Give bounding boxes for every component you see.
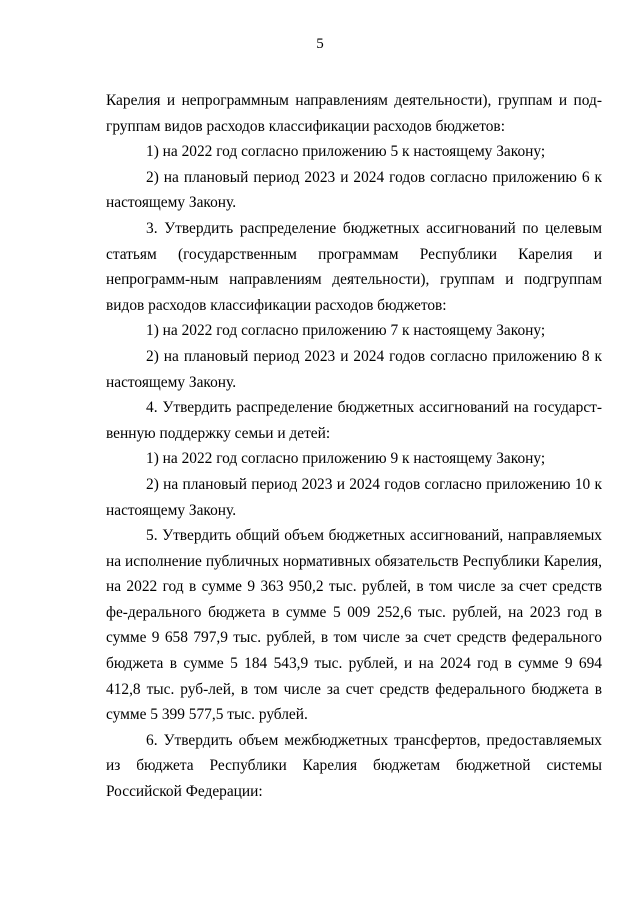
paragraph: Карелия и непрограммным направлениям деятельности), группам и под-группам видов расходов классификации расходов бюджетов: xyxy=(106,92,602,135)
paragraph: 2) на плановый период 2023 и 2024 годов согласно приложению 10 к настоящему Закону. xyxy=(106,475,602,519)
page-number: 5 xyxy=(316,36,324,52)
paragraph: 1) на 2022 год согласно приложению 7 к настоящему Закону; xyxy=(146,322,546,340)
paragraph: 5. Утвердить общий объем бюджетных ассигнований, направляемых на исполнение публичных нормативных обязательств Республики Карелия, на 2022 год в сумме 9 363 950,2 тыс. рублей, в том числе за счет средств фе-дерального бюджета в сумме 5 009 252,6 тыс. рублей, на 2023 год в сумме 9 658 797,9 тыс. рублей, в том числе за счет средств федерального бюджета в сумме 5 184 543,9 тыс. рублей, и на 2024 год в сумме 9 694 412,8 тыс. руб-лей, в том числе за счет средств федерального бюджета в сумме 5 399 577,5 тыс. рублей. xyxy=(106,527,602,724)
document-body xyxy=(106,88,602,805)
paragraph: 3. Утвердить распределение бюджетных ассигнований по целевым статьям (государственным программам Республики Карелия и непрограмм-ным направлениям деятельности), группам и подгруппам видов расходов классификации расходов бюджетов: xyxy=(106,219,602,314)
paragraph: 6. Утвердить объем межбюджетных трансфертов, предоставляемых из бюджета Республики Карелия бюджетам бюджетной системы Российской Федерации: xyxy=(106,731,602,801)
paragraph: 1) на 2022 год согласно приложению 9 к настоящему Закону; xyxy=(146,450,546,468)
paragraph: 1) на 2022 год согласно приложению 5 к настоящему Закону; xyxy=(146,143,546,161)
paragraph: 2) на плановый период 2023 и 2024 годов согласно приложению 6 к настоящему Закону. xyxy=(106,168,602,212)
paragraph: 4. Утвердить распределение бюджетных ассигнований на государст-венную поддержку семьи и детей: xyxy=(106,399,602,442)
paragraph: 2) на плановый период 2023 и 2024 годов согласно приложению 8 к настоящему Закону. xyxy=(106,347,602,391)
